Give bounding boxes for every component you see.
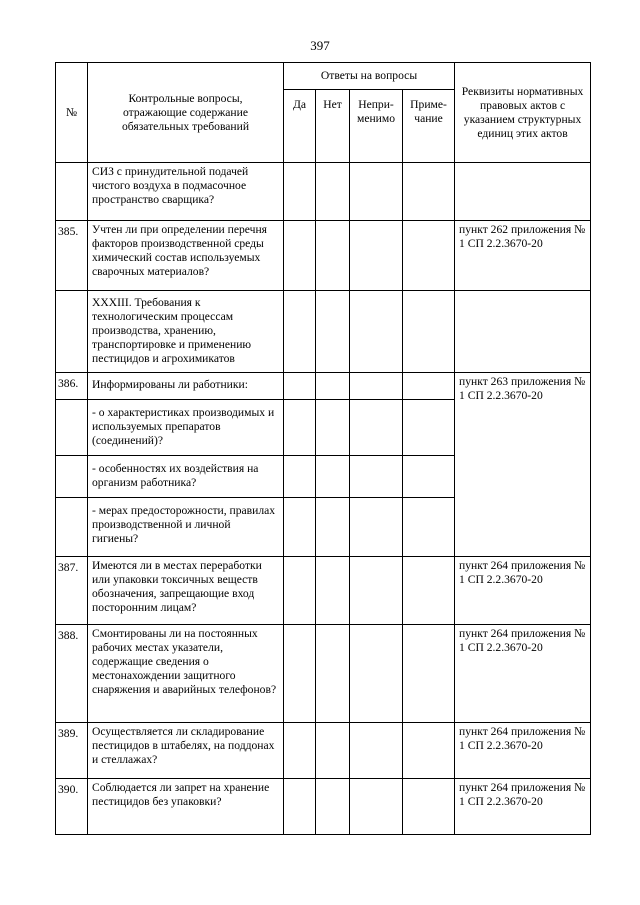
answer-na-cell[interactable] [350,456,403,498]
answer-na-cell[interactable] [350,625,403,723]
answer-yes-cell[interactable] [284,373,316,400]
table-row [56,221,591,291]
header-no: Нет [316,90,350,163]
row-question: Имеются ли в местах переработки или упаковки токсичных веществ обозначения, запрещающие вход посторонним лицам? [88,557,284,625]
answer-yes-cell[interactable] [284,163,316,221]
answer-no-cell[interactable] [316,456,350,498]
row-question: - мерах предосторожности, правилах производственной и личной гигиены? [88,498,284,557]
answer-yes-cell[interactable] [284,625,316,723]
row-number: 387. [56,557,88,625]
table-row [56,625,591,723]
answer-yes-cell[interactable] [284,723,316,779]
row-number: 385. [56,221,88,291]
row-question: - особенностях их воздействия на организм работника? [88,456,284,498]
header-note: Приме-чание [403,90,455,163]
answer-no-cell[interactable] [316,400,350,456]
table-row [56,723,591,779]
answer-no-cell[interactable] [316,163,350,221]
section-row [56,291,591,373]
answer-no-cell[interactable] [316,221,350,291]
section-title: XXXIII. Требования к технологическим процессам производства, хранению, транспортировке и применению пестицидов и агрохимикатов [88,291,284,373]
answer-na-cell [350,291,403,373]
answer-na-cell[interactable] [350,221,403,291]
answer-no-cell[interactable] [316,373,350,400]
answer-na-cell[interactable] [350,373,403,400]
answer-note-cell[interactable] [403,221,455,291]
answer-yes-cell[interactable] [284,221,316,291]
answer-no-cell [316,291,350,373]
checklist-table [55,62,591,835]
row-reference: пункт 264 приложения № 1 СП 2.2.3670-20 [455,779,591,835]
row-reference [455,163,591,221]
answer-yes-cell[interactable] [284,557,316,625]
row-number [56,456,88,498]
header-not-applicable: Непри-менимо [350,90,403,163]
answer-note-cell[interactable] [403,400,455,456]
answer-note-cell[interactable] [403,163,455,221]
row-question: Смонтированы ли на постоянных рабочих местах указатели, содержащие сведения о местонахождении защитного снаряжения и аварийных телефонов? [88,625,284,723]
answer-note-cell[interactable] [403,723,455,779]
answer-no-cell[interactable] [316,498,350,557]
row-question: Информированы ли работники: [88,373,284,400]
answer-na-cell[interactable] [350,400,403,456]
answer-no-cell[interactable] [316,625,350,723]
header-requisites: Реквизиты нормативных правовых актов с указанием структурных единиц этих актов [455,63,591,163]
answer-note-cell[interactable] [403,498,455,557]
row-number [56,291,88,373]
row-question: Учтен ли при определении перечня факторов производственной среды химический состав используемых сварочных материалов? [88,221,284,291]
table-row [56,557,591,625]
header-number: № [56,63,88,163]
answer-note-cell[interactable] [403,373,455,400]
row-number: 388. [56,625,88,723]
answer-no-cell[interactable] [316,779,350,835]
row-number: 386. [56,373,88,400]
table-row [56,779,591,835]
page-number: 397 [310,38,330,53]
row-reference: пункт 264 приложения № 1 СП 2.2.3670-20 [455,723,591,779]
answer-na-cell[interactable] [350,779,403,835]
row-reference [455,291,591,373]
row-reference: пункт 262 приложения № 1 СП 2.2.3670-20 [455,221,591,291]
header-questions: Контрольные вопросы, отражающие содержание обязательных требований [88,63,284,163]
answer-na-cell[interactable] [350,557,403,625]
row-number: 389. [56,723,88,779]
header-yes: Да [284,90,316,163]
answer-yes-cell[interactable] [284,400,316,456]
answer-note-cell[interactable] [403,625,455,723]
answer-yes-cell [284,291,316,373]
answer-note-cell[interactable] [403,557,455,625]
header-answers: Ответы на вопросы [284,63,455,90]
table-row [56,373,591,400]
row-reference: пункт 264 приложения № 1 СП 2.2.3670-20 [455,557,591,625]
row-number: 390. [56,779,88,835]
answer-yes-cell[interactable] [284,456,316,498]
answer-no-cell[interactable] [316,557,350,625]
answer-note-cell [403,291,455,373]
row-number [56,498,88,557]
answer-yes-cell[interactable] [284,779,316,835]
answer-na-cell[interactable] [350,163,403,221]
row-question: - о характеристиках производимых и используемых препаратов (соединений)? [88,400,284,456]
answer-yes-cell[interactable] [284,498,316,557]
answer-na-cell[interactable] [350,723,403,779]
answer-note-cell[interactable] [403,779,455,835]
row-number [56,400,88,456]
row-question: Осуществляется ли складирование пестицидов в штабелях, на поддонах и стеллажах? [88,723,284,779]
row-number [56,163,88,221]
table-row [56,163,591,221]
row-question: Соблюдается ли запрет на хранение пестицидов без упаковки? [88,779,284,835]
answer-na-cell[interactable] [350,498,403,557]
answer-note-cell[interactable] [403,456,455,498]
answer-no-cell[interactable] [316,723,350,779]
row-reference: пункт 263 приложения № 1 СП 2.2.3670-20 [455,373,591,557]
row-question: СИЗ с принудительной подачей чистого воздуха в подмасочное пространство сварщика? [88,163,284,221]
row-reference: пункт 264 приложения № 1 СП 2.2.3670-20 [455,625,591,723]
